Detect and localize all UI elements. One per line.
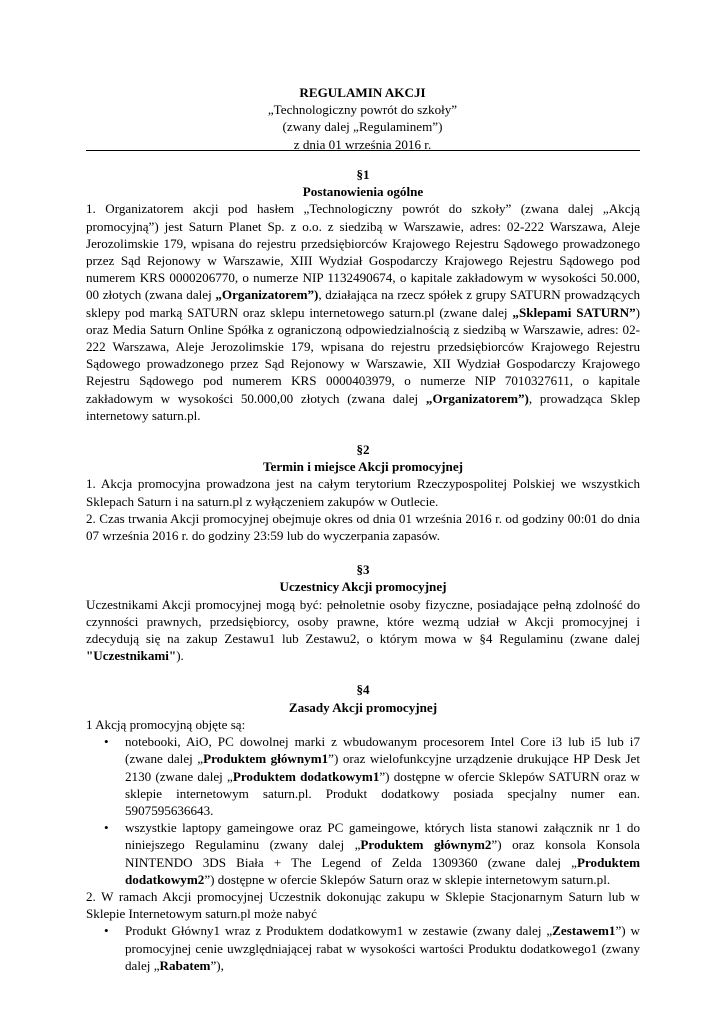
bold-term: „Organizatorem”) bbox=[215, 287, 319, 303]
document-title: REGULAMIN AKCJI bbox=[299, 85, 426, 100]
section-3-paragraph bbox=[86, 596, 640, 665]
list-item bbox=[86, 819, 640, 888]
text-run: Uczestnikami Akcji promocyjnej mogą być: pełnoletnie osoby fizyczne, posiadające pełną zdolność do czynności prawnych, przedsiębiorcy, osoby prawne, które wezmą udział w Akcji promocyjnej i zdecydują się na zakup Zestawu1 lub Zestawu2, o którym mowa w §4 Regulaminu (zwane dalej bbox=[86, 596, 640, 647]
section-2-paragraph-1: 1. Akcja promocyjna prowadzona jest na całym terytorium Rzeczypospolitej Polskiej we wszystkich Sklepach Saturn i na saturn.pl z wyłączeniem zakupów w Outlecie. bbox=[86, 476, 640, 509]
text-run: ”) dostępne w ofercie Sklepów SATURN oraz w sklepie internetowym saturn.pl. Produkt dodatkowy posiada specjalny numer ean. 5907595636643. bbox=[125, 768, 640, 818]
bullet-icon: • bbox=[104, 820, 109, 836]
text-run: ”) oraz konsola Konsola NINTENDO 3DS Biała + The Legend of Zelda 1309360 (zwane dalej „ bbox=[125, 837, 640, 870]
section-4-number: §4 bbox=[356, 682, 370, 698]
bold-term: „Organizatorem”) bbox=[425, 390, 529, 406]
document-date: z dnia 01 września 2016 r. bbox=[293, 136, 432, 152]
section-1-paragraph bbox=[86, 200, 640, 424]
text-run: ”) w promocyjnej cenie uwzględniającej rabat w wysokości wartości Produktu dodatkowego1 (zwany dalej „ bbox=[125, 923, 640, 973]
bold-term: Produktem głównym1 bbox=[203, 751, 329, 767]
section-2-title: Termin i miejsce Akcji promocyjnej bbox=[262, 459, 463, 475]
section-4-list-2 bbox=[86, 922, 640, 974]
action-name: „Technologiczny powrót do szkoły” bbox=[267, 102, 458, 118]
bullet-icon: • bbox=[104, 734, 109, 750]
bold-term: Rabatem bbox=[159, 957, 211, 973]
section-1-number: §1 bbox=[356, 167, 370, 182]
text-run: Produkt Główny1 wraz z Produktem dodatkowym1 w zestawie (zwany dalej „ bbox=[125, 923, 553, 939]
section-4-title: Zasady Akcji promocyjnej bbox=[288, 699, 438, 715]
text-run: ”) oraz wielofunkcyjne urządzenie drukujące HP Desk Jet 2130 (zwane dalej „ bbox=[125, 751, 640, 784]
text-run: ”), bbox=[210, 957, 224, 973]
text-run: notebooki, AiO, PC dowolnej marki z wbudowanym procesorem Intel Core i3 lub i5 lub i7 (zwane dalej „ bbox=[125, 734, 640, 767]
bold-term: Produktem głównym2 bbox=[360, 837, 492, 853]
text-run: ”) dostępne w ofercie Sklepów Saturn oraz w sklepie internetowym saturn.pl. bbox=[204, 871, 611, 887]
section-4-intro: 1 Akcją promocyjną objęte są: bbox=[86, 716, 246, 732]
bold-term: "Uczestnikami" bbox=[86, 648, 177, 664]
document-body bbox=[86, 166, 640, 974]
section-3-title: Uczestnicy Akcji promocyjnej bbox=[279, 579, 447, 595]
section-3-number: §3 bbox=[356, 562, 370, 578]
text-run: wszystkie laptopy gameingowe oraz PC gameingowe, których lista stanowi załącznik nr 1 do niniejszego Regulaminu (zwany dalej „ bbox=[125, 820, 640, 853]
document-header bbox=[80, 84, 645, 153]
bold-term: „Sklepami SATURN” bbox=[512, 304, 636, 320]
section-2-paragraph-2: 2. Czas trwania Akcji promocyjnej obejmuje okres od dnia 01 września 2016 r. od godziny 00:01 do dnia 07 września 2016 r. do godziny 23:59 lub do wyczerpania zapasów. bbox=[86, 510, 640, 544]
bullet-icon: • bbox=[104, 923, 109, 939]
header-divider bbox=[86, 150, 640, 151]
text-run: ) oraz Media Saturn Online Spółka z ograniczoną odpowiedzialnością z siedzibą w Warszawie, adres: 02-222 Warszawa, Aleje Jerozolimskie 179, wpisana do rejestru przedsiębiorców Krajowego Rejestru Sądowego prowadzonego przez Sąd Rejonowy w Warszawie, XII Wydział Gospodarczy Krajowego Rejestru Sądowego pod numerem KRS 0000403979, o numerze NIP 7010327611, o kapitale zakładowym w wysokości 50.000,00 złotych (zwana dalej bbox=[86, 304, 640, 406]
list-item bbox=[86, 922, 640, 974]
text-run: 1. Organizatorem akcji pod hasłem „Technologiczny powrót do szkoły” (zwana dalej „Akcją promocyjną”) jest Saturn Planet Sp. z o.o. z siedzibą w Warszawie, adres: 02-222 Warszawa, Aleje Jerozolimskie 179, wpisana do rejestru przedsiębiorców Krajowego Rejestru Sądowego prowadzonego przez Sąd Rejonowy w Warszawie, XIII Wydział Gospodarczy Krajowego Rejestru Sądowego pod numerem KRS 0000206770, o numerze NIP 1132490674, o kapitale zakładowym w wysokości 50.000, 00 złotych (zwana dalej bbox=[86, 201, 640, 303]
bold-term: Zestawem1 bbox=[552, 923, 616, 939]
bold-term: Produktem dodatkowym1 bbox=[232, 768, 380, 784]
section-4-list-1 bbox=[86, 733, 640, 888]
regulation-alias: (zwany dalej „Regulaminem”) bbox=[282, 119, 443, 135]
bold-term: Produktem dodatkowym2 bbox=[125, 854, 640, 887]
section-2-number: §2 bbox=[356, 442, 370, 458]
list-item bbox=[86, 733, 640, 819]
section-4-paragraph-2: 2. W ramach Akcji promocyjnej Uczestnik dokonując zakupu w Sklepie Stacjonarnym Saturn lub w Sklepie Internetowym saturn.pl może nabyć bbox=[86, 888, 640, 922]
section-1-title: Postanowienia ogólne bbox=[302, 184, 424, 200]
text-run: , działająca na rzecz spółek z grupy SATURN prowadzących sklepy pod marką SATURN oraz sklepu internetowego saturn.pl (zwane dalej bbox=[86, 287, 640, 320]
text-run: , prowadząca Sklep internetowy saturn.pl. bbox=[86, 390, 640, 423]
text-run: ). bbox=[176, 648, 184, 664]
